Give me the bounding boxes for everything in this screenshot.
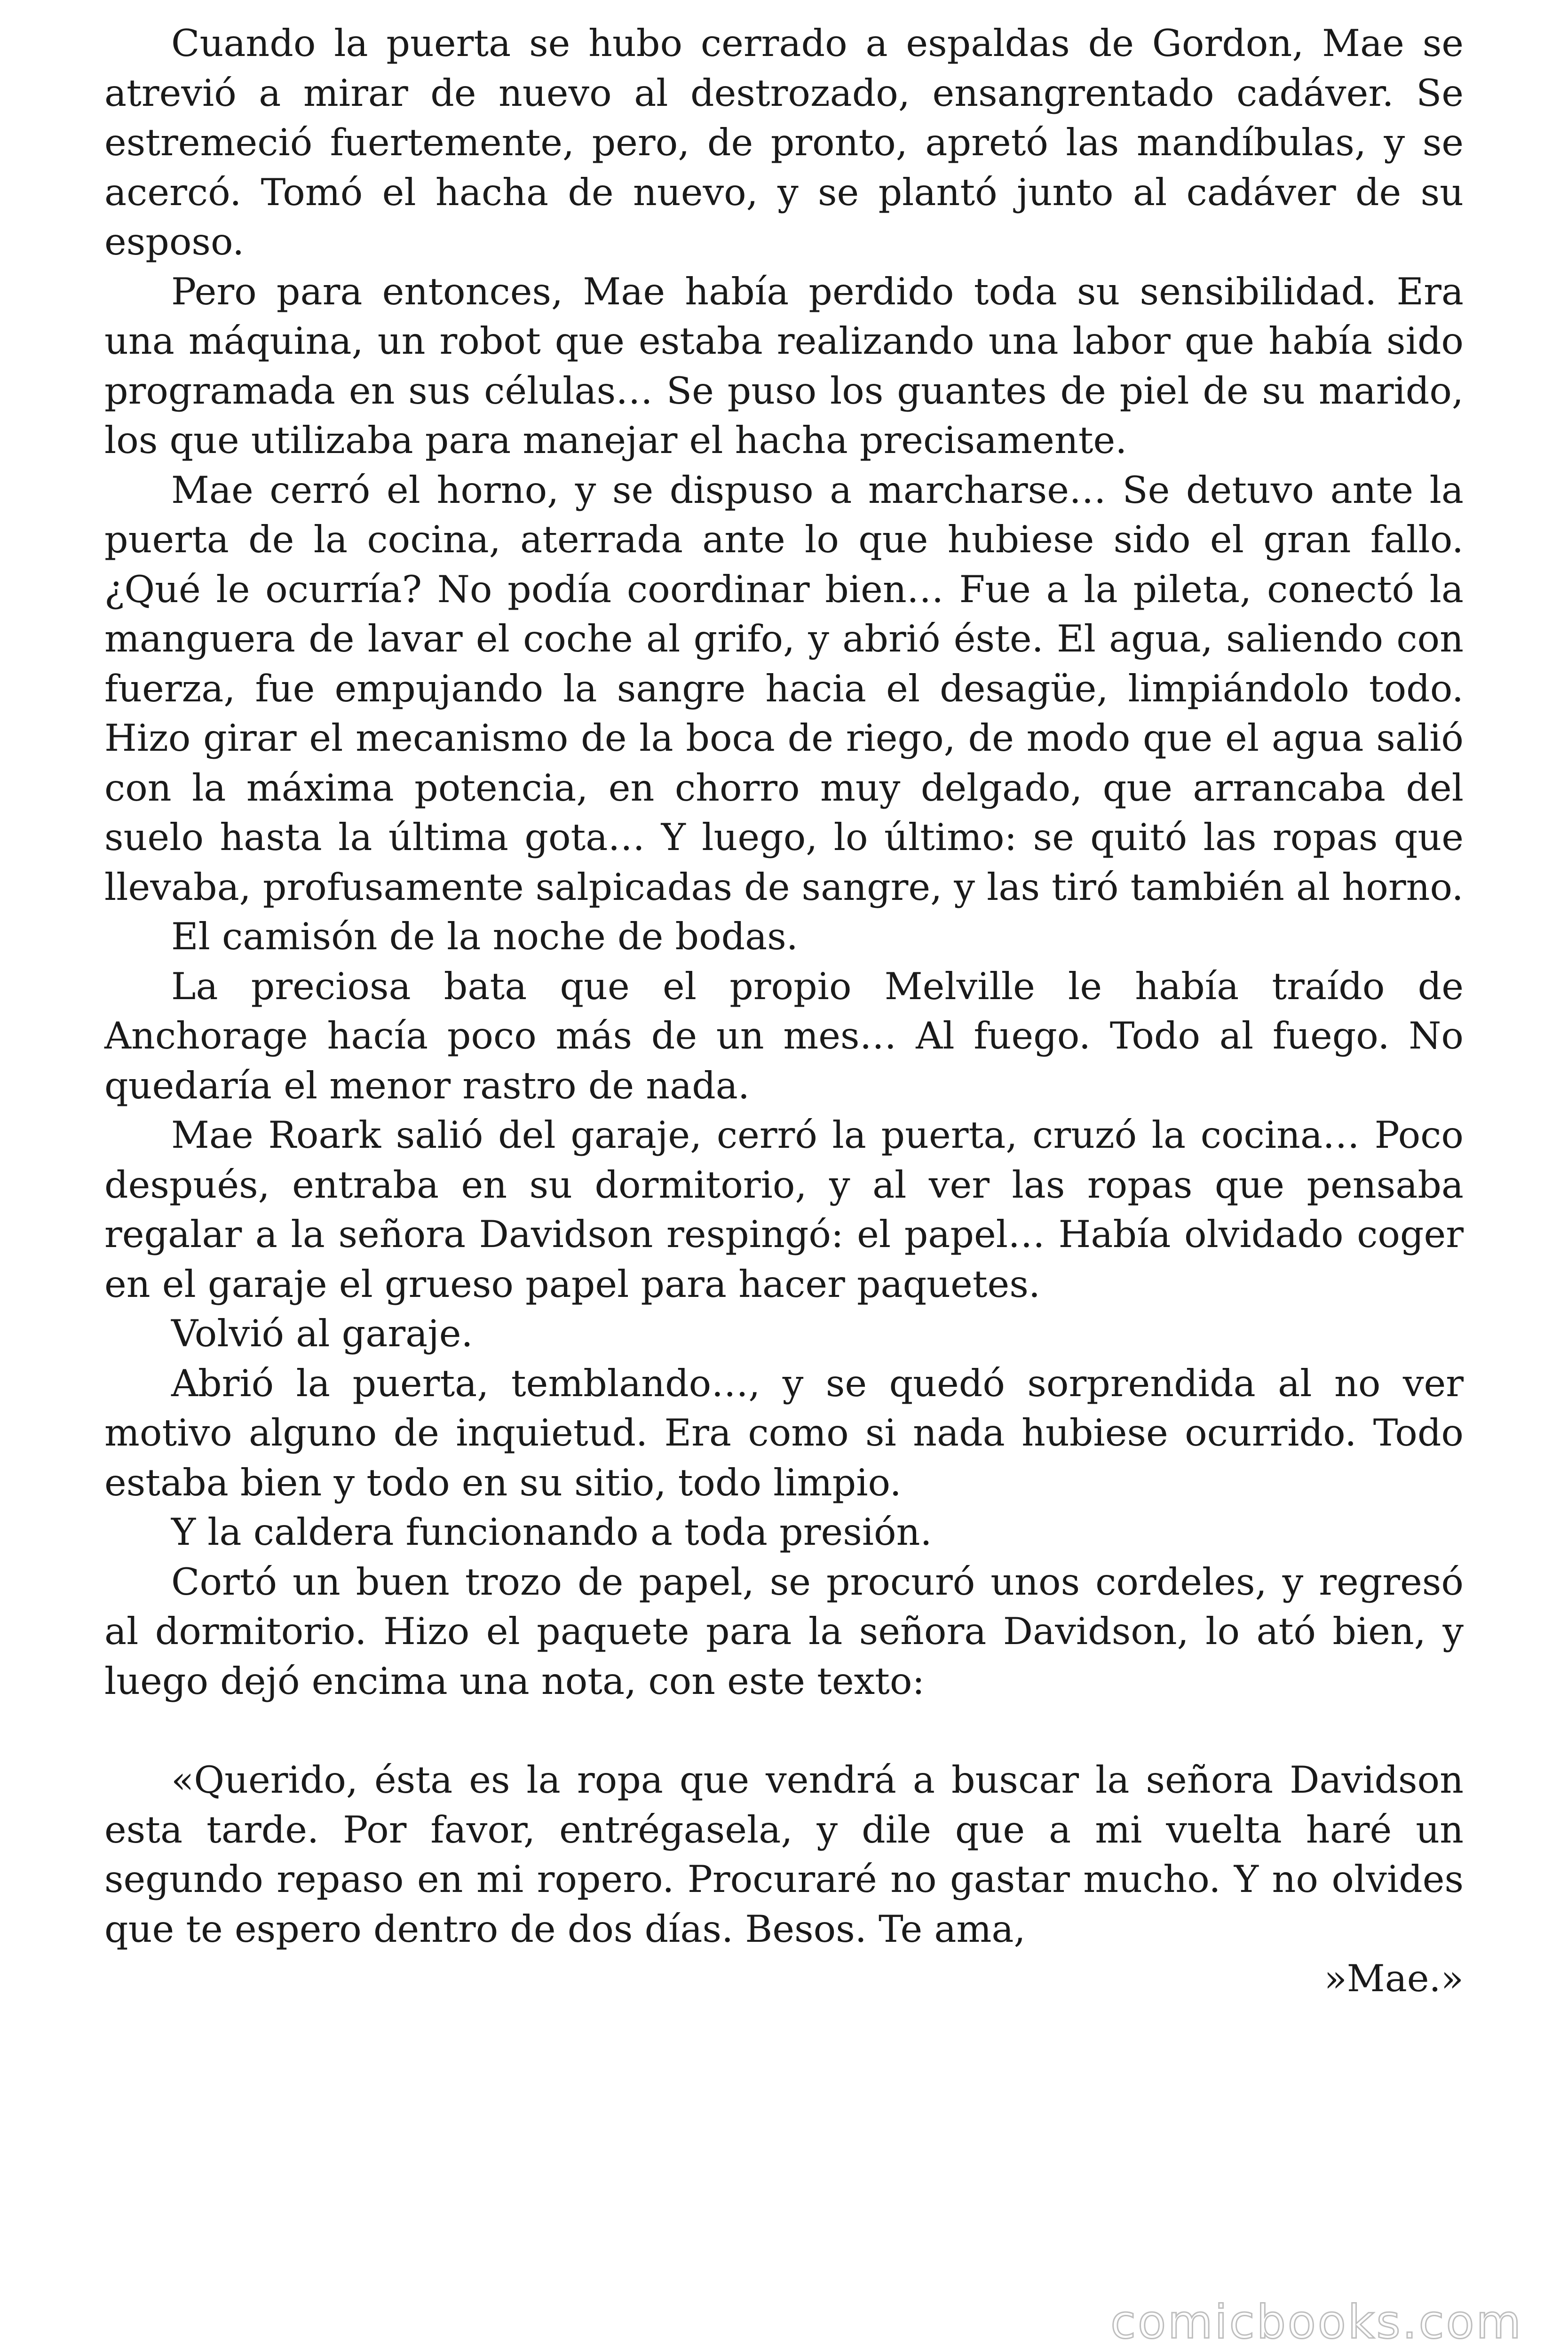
paragraph-3: Mae cerró el horno, y se dispuso a marcharse… Se detuvo ante la puerta de la cocina, aterrada ante lo que hubiese sido el gran fallo. ¿Qué le ocurría? No podía coordinar bien… Fue a la pileta, conectó la manguera de lavar el coche al grifo, y abrió éste. El agua, saliendo con fuerza, fue empujando la sangre hacia el desagüe, limpiándolo todo. Hizo girar el mecanismo de la boca de riego, de modo que el agua salió con la máxima potencia, en chorro muy delgado, que arrancaba del suelo hasta la última gota… Y luego, lo último: se quitó las ropas que llevaba, profusamente salpicadas de sangre, y las tiró también al horno. <box>104 468 1464 909</box>
paragraph-4: El camisón de la noche de bodas. <box>171 915 798 958</box>
paragraph-10: Cortó un buen trozo de papel, se procuró unos cordeles, y regresó al dormitorio. Hizo el paquete para la señora Davidson, lo ató bien, y luego dejó encima una nota, con este texto: <box>104 1560 1464 1703</box>
letter-signature: »Mae.» <box>1324 1957 1464 2000</box>
paragraph-9: Y la caldera funcionando a toda presión. <box>171 1510 932 1554</box>
section-gap <box>104 1706 1464 1756</box>
letter-body: «Querido, ésta es la ropa que vendrá a buscar la señora Davidson esta tarde. Por favor, entrégasela, y dile que a mi vuelta haré un segundo repaso en mi ropero. Procuraré no gastar mucho. Y no olvides que te espero dentro de dos días. Besos. Te ama, <box>104 1758 1464 1951</box>
paragraph-5: La preciosa bata que el propio Melville le había traído de Anchorage hacía poco más de un mes… Al fuego. Todo al fuego. No quedaría el menor rastro de nada. <box>104 964 1464 1107</box>
paragraph-8: Abrió la puerta, temblando…, y se quedó sorprendida al no ver motivo alguno de inquietud. Era como si nada hubiese ocurrido. Todo estaba bien y todo en su sitio, todo limpio. <box>104 1361 1464 1504</box>
paragraph-2: Pero para entonces, Mae había perdido toda su sensibilidad. Era una máquina, un robot que estaba realizando una labor que había sido programada en sus células… Se puso los guantes de piel de su marido, los que utilizaba para manejar el hacha precisamente. <box>104 270 1464 462</box>
paragraph-6: Mae Roark salió del garaje, cerró la puerta, cruzó la cocina… Poco después, entraba en su dormitorio, y al ver las ropas que pensaba regalar a la señora Davidson respingó: el papel… Había olvidado coger en el garaje el grueso papel para hacer paquetes. <box>104 1113 1464 1306</box>
paragraph-7: Volvió al garaje. <box>171 1312 473 1355</box>
watermark: comicbooks.com <box>1110 2296 1523 2349</box>
page-body <box>104 19 1464 2004</box>
paragraph-1: Cuando la puerta se hubo cerrado a espaldas de Gordon, Mae se atrevió a mirar de nuevo al destrozado, ensangrentado cadáver. Se estremeció fuertemente, pero, de pronto, apretó las mandíbulas, y se acercó. Tomó el hacha de nuevo, y se plantó junto al cadáver de su esposo. <box>104 22 1464 263</box>
